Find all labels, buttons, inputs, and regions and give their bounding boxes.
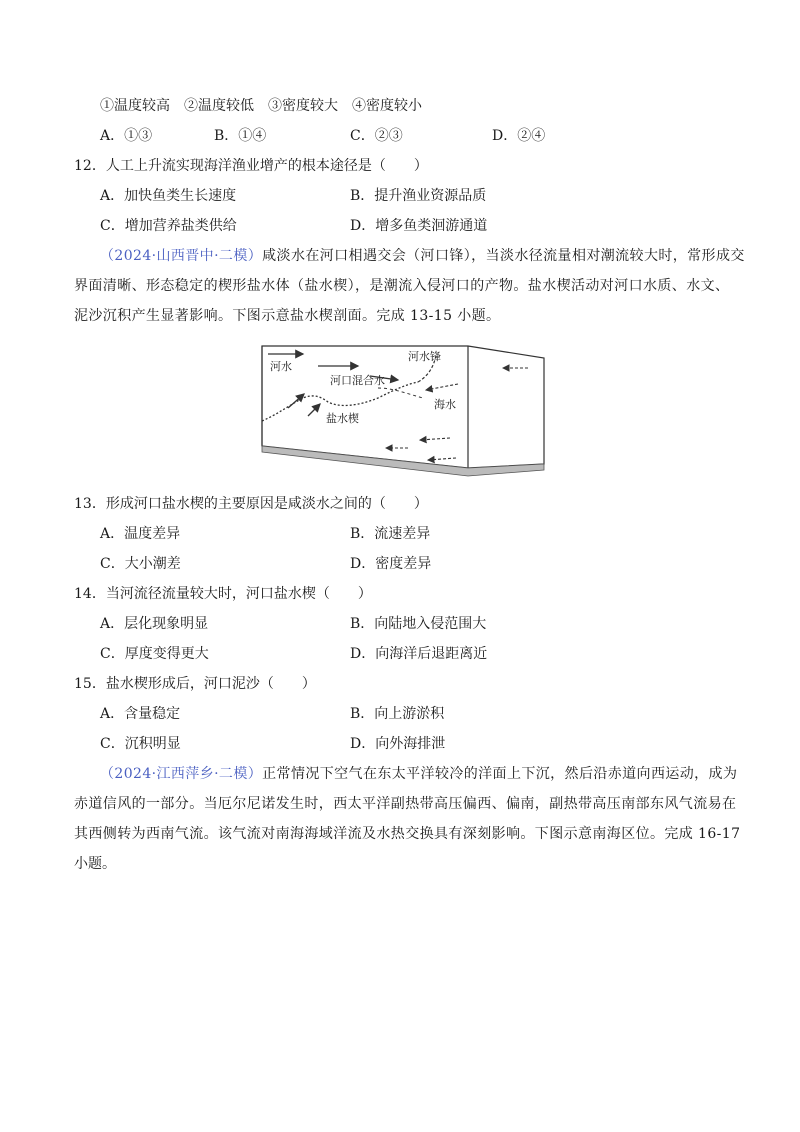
passage1-line1 — [100, 246, 745, 266]
label-river-water: 河水 — [270, 360, 292, 373]
q12-choice-c: C．增加营养盐类供给 — [100, 218, 237, 234]
q15-stem: 15．盐水楔形成后，河口泥沙（ ） — [74, 676, 316, 692]
label-salt-wedge: 盐水楔 — [326, 412, 359, 425]
q11-options-line: ①温度较高 ②温度较低 ③密度较大 ④密度较小 — [100, 98, 422, 114]
q12-stem: 12．人工上升流实现海洋渔业增产的根本途径是（ ） — [74, 158, 428, 174]
sea-flow-arrow-4 — [428, 458, 456, 460]
q15-choice-b: B．向上游淤积 — [350, 706, 445, 722]
passage1-line3: 泥沙沉积产生显著影响。下图示意盐水楔剖面。完成 13-15 小题。 — [74, 308, 501, 324]
q13-choice-c: C．大小潮差 — [100, 556, 181, 572]
label-river-front: 河水锋 — [408, 350, 441, 363]
passage2-line1 — [100, 764, 737, 784]
q12-choice-a: A．加快鱼类生长速度 — [100, 188, 237, 204]
q11-choice-b: B．①④ — [214, 128, 267, 144]
passage1-text1: 咸淡水在河口相遇交会（河口锋），当淡水径流量相对潮流较大时，常形成交 — [262, 248, 745, 264]
passage2-source: （2024·江西萍乡·二模） — [100, 766, 263, 782]
q13-choice-b: B．流速差异 — [350, 526, 431, 542]
passage2-line2: 赤道信风的一部分。当厄尔尼诺发生时，西太平洋副热带高压偏西、偏南，副热带高压南部东风气流易在 — [74, 796, 737, 812]
q13-stem: 13．形成河口盐水楔的主要原因是咸淡水之间的（ ） — [74, 496, 428, 512]
passage1-line2: 界面清晰、形态稳定的楔形盐水体（盐水楔），是潮流入侵河口的产物。盐水楔活动对河口水质、水文、 — [74, 278, 730, 294]
passage1-source: （2024·山西晋中·二模） — [100, 248, 263, 264]
sea-flow-arrow-3 — [420, 438, 450, 440]
riverbed — [262, 446, 544, 476]
q13-choice-a: A．温度差异 — [100, 526, 181, 542]
mixing-arrow-2 — [308, 404, 320, 416]
q15-choice-d: D．向外海排泄 — [350, 736, 446, 752]
q14-choice-a: A．层化现象明显 — [100, 616, 209, 632]
label-mixed-water: 河口混合水 — [330, 374, 385, 387]
q12-choice-d: D．增多鱼类洄游通道 — [350, 218, 488, 234]
block-outline — [262, 346, 544, 468]
sea-flow-arrow-1 — [426, 384, 458, 390]
q14-stem: 14．当河流径流量较大时，河口盐水楔（ ） — [74, 586, 372, 602]
q15-choice-a: A．含量稳定 — [100, 706, 181, 722]
passage2-text1: 正常情况下空气在东太平洋较冷的洋面上下沉，然后沿赤道向西运动，成为 — [262, 766, 738, 782]
q11-choice-d: D．②④ — [492, 128, 546, 144]
q12-choice-b: B．提升渔业资源品质 — [350, 188, 487, 204]
q15-choice-c: C．沉积明显 — [100, 736, 181, 752]
salt-wedge-diagram — [258, 336, 548, 478]
q11-choice-c: C．②③ — [350, 128, 403, 144]
q14-choice-b: B．向陆地入侵范围大 — [350, 616, 487, 632]
label-sea-water: 海水 — [434, 398, 456, 411]
mixing-arrow-1 — [288, 394, 304, 408]
q11-choice-a: A．①③ — [100, 128, 153, 144]
q14-choice-c: C．厚度变得更大 — [100, 646, 209, 662]
q14-choice-d: D．向海洋后退距离近 — [350, 646, 488, 662]
passage2-line4: 小题。 — [74, 856, 116, 872]
q13-choice-d: D．密度差异 — [350, 556, 432, 572]
passage2-line3: 其西侧转为西南气流。该气流对南海海域洋流及水热交换具有深刻影响。下图示意南海区位。完成 16-17 — [74, 826, 741, 842]
